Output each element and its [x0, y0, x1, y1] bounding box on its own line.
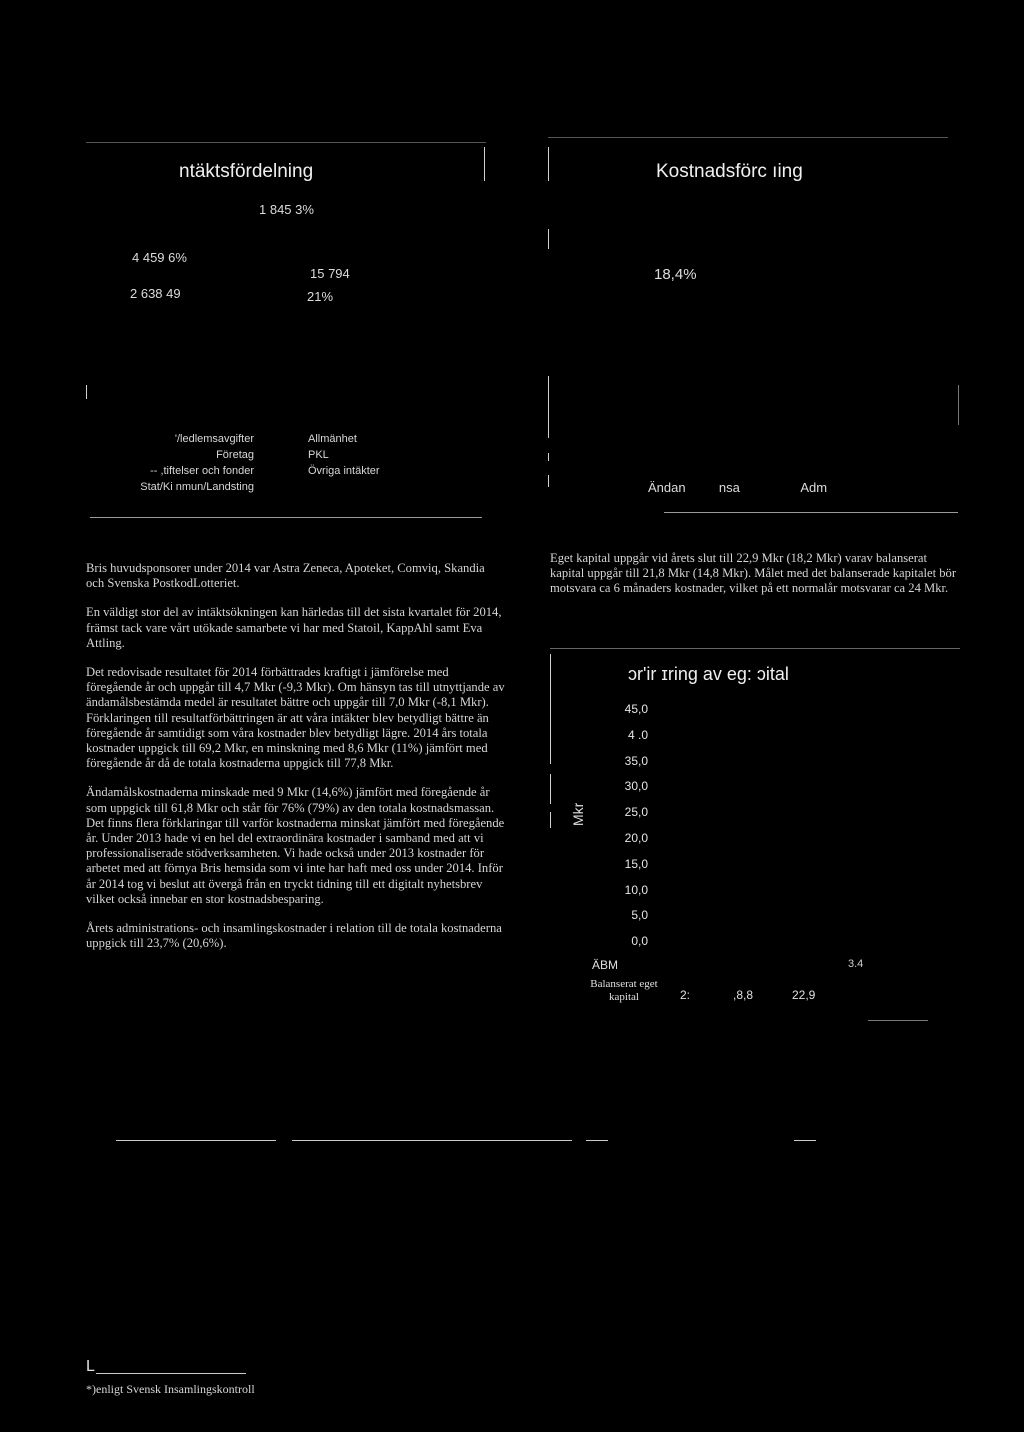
paragraph: Eget kapital uppgår vid årets slut till 22,9 Mkr (18,2 Mkr) varav balanserat kapital uppgår till 21,8 Mkr (14,8 Mkr). Målet med det balanserade kapitalet bör motsvara ca 6 månaders kostnader, vilket på ett normalår motsvarar ca 24 Mkr.	[550, 551, 957, 596]
y-tick-label: 4 .0	[627, 727, 648, 742]
legend-item: -- ,tiftelser och fonder	[150, 465, 254, 477]
footnote-marker: L	[86, 1358, 95, 1375]
row-label-abm: ÄBM	[592, 958, 619, 972]
legend-item: Stat/Ki nmun/Landsting	[140, 481, 254, 493]
y-tick-label: 45,0	[624, 702, 648, 716]
legend-item: Företag	[216, 449, 254, 461]
y-tick-label: 35,0	[624, 753, 648, 768]
legend-item: '/ledlemsavgifter	[174, 433, 254, 445]
paragraph: Årets administrations- och insamlingskostnader i relation till de totala kostnaderna uppgick till 23,7% (20,6%).	[86, 921, 502, 951]
y-tick-label: 20,0	[624, 831, 648, 845]
footnote-text: *)enligt Svensk Insamlingskontroll	[86, 1382, 255, 1396]
chart-top-rule	[550, 648, 960, 649]
equity-chart	[548, 650, 960, 1030]
income-legend-left	[116, 431, 254, 495]
bottom-rule-1	[116, 1140, 276, 1141]
y-tick-label: 0,0	[631, 934, 648, 949]
bottom-rule-2	[292, 1140, 572, 1141]
chart-title: ɔr'ir ɪring av eg: ɔital	[628, 664, 789, 684]
income-label-right-a: 15 794	[310, 266, 350, 281]
top-rule-right	[548, 137, 948, 138]
legend-item: Allmänhet	[308, 433, 357, 445]
income-panel-title: ntäktsfördelning	[179, 161, 314, 182]
income-label-right-b: 21%	[307, 289, 334, 304]
income-panel-bottom-rule	[90, 517, 482, 518]
income-panel	[86, 145, 486, 525]
income-label-left-a: 4 459 6%	[132, 250, 187, 265]
cost-value-label: 18,4%	[654, 266, 697, 283]
row-label-balanserat: Balanserat eget kapital	[590, 978, 658, 1003]
y-tick-label: 15,0	[624, 856, 648, 871]
footnote-rule	[96, 1373, 246, 1374]
left-column-text	[86, 561, 506, 965]
legend-item: nsa	[718, 480, 740, 495]
income-label-top: 1 845 3%	[259, 202, 314, 217]
y-tick-label: 30,0	[624, 779, 648, 794]
cost-panel-title: Kostnadsförc ıing	[656, 161, 803, 182]
bottom-rule-4	[794, 1140, 816, 1141]
balanserat-value: 22,9	[792, 988, 816, 1002]
cost-panel	[548, 145, 958, 525]
cost-panel-bottom-rule	[664, 512, 958, 513]
income-label-left-b: 2 638 49	[130, 286, 181, 301]
y-axis-label: Mkr	[570, 802, 586, 826]
legend-item: PKL	[308, 449, 329, 461]
income-legend-right	[308, 431, 380, 479]
paragraph: Ändamålskostnaderna minskade med 9 Mkr (14,6%) jämfört med föregående år som uppgick till 61,8 Mkr och står för 76% (79%) av den totala kostnadsmassan. Det finns flera förklaringar till varför kostnaderna minskat jämfört med föregående år. Under 2013 hade vi en hel del extraordinära kostnader i samband med att vi professionaliserade stödverksamheten. Vi hade också under 2013 kostnader för arbetet med att förnya Bris hemsida som vi inte har haft med oss under 2014. Inför år 2014 tog vi beslut att övergå från en tryckt tidning till ett digitalt nyhetsbrev vilket också innebar en stor kostnadsbesparing.	[86, 785, 505, 906]
right-column-text	[550, 551, 958, 611]
balanserat-value: ,8,8	[733, 988, 754, 1002]
paragraph: En väldigt stor del av intäktsökningen kan härledas till det sista kvartalet för 2014, främst tack vare vårt utökade samarbete vi har med Statoil, KappAhl samt Eva Attling.	[86, 605, 502, 650]
bottom-rule-3	[586, 1140, 608, 1141]
cost-legend	[648, 480, 948, 495]
paragraph: Det redovisade resultatet för 2014 förbättrades kraftigt i jämförelse med föregående år och uppgår till 4,7 Mkr (-9,3 Mkr). Om hänsyn tas till utnyttjande av ändamålsbestämda medel är resultatet bättre och uppgår till 7,0 Mkr (-8,1 Mkr). Förklaringen till resultatförbättringen är att våra intäkter blev betydligt bättre än föregående år samtidigt som våra kostnader blev betydligt lägre. 2014 års totala kostnader uppgick till 69,2 Mkr, en minskning med 8,6 Mkr (11%) jämfört med föregående år då de totala kostnaderna uppgick till 77,8 Mkr.	[86, 665, 505, 771]
legend-item: Övriga intäkter	[308, 465, 380, 477]
paragraph: Bris huvudsponsorer under 2014 var Astra Zeneca, Apoteket, Comviq, Skandia och Svenska PostkodLotteriet.	[86, 561, 485, 591]
abm-value: 3.4	[848, 958, 864, 970]
legend-item: Adm	[800, 480, 828, 495]
legend-item: Ändan	[648, 480, 686, 495]
y-tick-label: 25,0	[624, 805, 648, 820]
balanserat-value: 2:	[680, 988, 691, 1002]
top-rule-left	[86, 142, 486, 143]
y-tick-label: 10,0	[624, 882, 648, 897]
y-tick-label: 5,0	[631, 908, 648, 923]
